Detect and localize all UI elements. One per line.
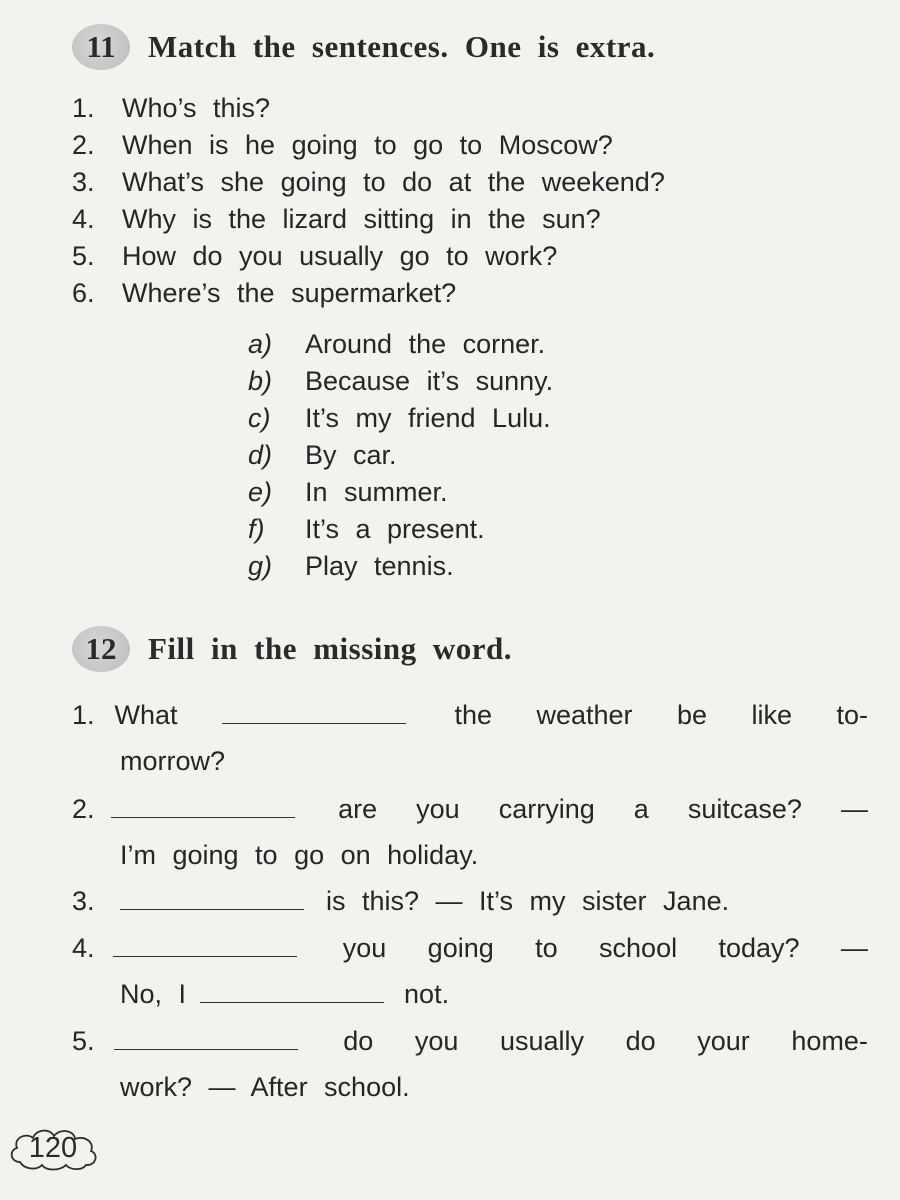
answer-blank[interactable]: [113, 952, 297, 957]
item-number: 2.: [72, 794, 95, 824]
item-number: 1.: [72, 93, 95, 123]
exercise-title: Match the sentences. One is extra.: [148, 29, 656, 64]
list-item: [248, 548, 553, 585]
list-item: [72, 238, 665, 275]
answer-letter: g): [248, 551, 273, 581]
answer-blank[interactable]: [200, 998, 384, 1003]
answer-text: Because it’s sunny.: [305, 366, 554, 396]
word: today?: [718, 933, 800, 963]
answer-blank[interactable]: [222, 719, 406, 724]
answer-list: [248, 326, 553, 585]
list-item: [248, 437, 553, 474]
answer-text: In summer.: [305, 477, 448, 507]
question-text: Why is the lizard sitting in the sun?: [122, 204, 601, 234]
answer-letter: b): [248, 366, 273, 396]
word: going: [427, 933, 494, 963]
answer-blank[interactable]: [114, 1045, 298, 1050]
word: weather: [536, 700, 633, 730]
word: you: [416, 794, 460, 824]
word: usually: [499, 1026, 585, 1056]
list-item: [72, 127, 665, 164]
exercise-12-header: [72, 626, 512, 672]
question-text: How do you usually go to work?: [122, 241, 558, 271]
list-item: [248, 474, 553, 511]
word: a: [633, 794, 649, 824]
question-list: [72, 90, 665, 312]
word: to: [535, 933, 558, 963]
answer-blank[interactable]: [111, 813, 295, 818]
exercise-11-header: [72, 24, 655, 70]
question-text: What’s she going to do at the weekend?: [122, 167, 665, 197]
list-item: [72, 275, 665, 312]
answer-letter: c): [248, 403, 271, 433]
page-number: [6, 1124, 100, 1172]
exercise-number-badge: 12: [72, 626, 130, 672]
answer-blank[interactable]: [120, 905, 304, 910]
fill-in-item-1: [72, 692, 868, 784]
answer-letter: f): [248, 514, 265, 544]
word: school: [599, 933, 678, 963]
list-item: [248, 400, 553, 437]
fill-in-item-5: [72, 1018, 868, 1110]
answer-text: Around the corner.: [305, 329, 546, 359]
list-item: [248, 363, 553, 400]
continuation-text: No, I: [120, 979, 187, 1009]
answer-text: It’s a present.: [305, 514, 485, 544]
list-item: [72, 164, 665, 201]
answer-text: By car.: [305, 440, 397, 470]
list-item: [72, 201, 665, 238]
word: do: [343, 1026, 374, 1056]
word: do: [625, 1026, 656, 1056]
word: to-: [836, 700, 868, 730]
continuation-text: I’m going to go on holiday.: [120, 840, 479, 870]
list-item: [248, 326, 553, 363]
item-number: 3.: [72, 886, 95, 916]
item-number: 5.: [72, 1026, 95, 1056]
word: suitcase?: [687, 794, 802, 824]
word: are: [338, 794, 378, 824]
word: home-: [791, 1026, 868, 1056]
item-number: 5.: [72, 241, 95, 271]
item-number: 4.: [72, 933, 95, 963]
exercise-number-badge: 11: [72, 24, 130, 70]
question-text: Who’s this?: [122, 93, 271, 123]
sentence-text: is this? — It’s my sister Jane.: [326, 886, 730, 916]
word: you: [342, 933, 387, 963]
word: you: [414, 1026, 459, 1056]
answer-letter: a): [248, 329, 273, 359]
item-number: 4.: [72, 204, 95, 234]
item-number: 1.: [72, 700, 95, 730]
question-text: When is he going to go to Moscow?: [122, 130, 613, 160]
list-item: [248, 511, 553, 548]
fill-in-item-4: [72, 925, 868, 1017]
exercise-title: Fill in the missing word.: [148, 631, 513, 666]
answer-text: Play tennis.: [305, 551, 454, 581]
answer-text: It’s my friend Lulu.: [305, 403, 551, 433]
word: the: [454, 700, 492, 730]
fill-in-item-3: [72, 878, 868, 924]
word: be: [676, 700, 708, 730]
continuation-text: morrow?: [120, 746, 226, 776]
item-number: 2.: [72, 130, 95, 160]
page-number-text: 120: [28, 1131, 78, 1164]
word: like: [751, 700, 793, 730]
word: What: [114, 700, 178, 730]
word: —: [840, 933, 868, 963]
fill-in-item-2: [72, 786, 868, 878]
question-text: Where’s the supermarket?: [122, 278, 457, 308]
continuation-text: not.: [404, 979, 450, 1009]
continuation-text: work? — After school.: [120, 1072, 410, 1102]
word: carrying: [498, 794, 595, 824]
word: —: [840, 794, 868, 824]
answer-letter: d): [248, 440, 273, 470]
item-number: 3.: [72, 167, 95, 197]
word: your: [697, 1026, 750, 1056]
answer-letter: e): [248, 477, 273, 507]
item-number: 6.: [72, 278, 95, 308]
list-item: [72, 90, 665, 127]
